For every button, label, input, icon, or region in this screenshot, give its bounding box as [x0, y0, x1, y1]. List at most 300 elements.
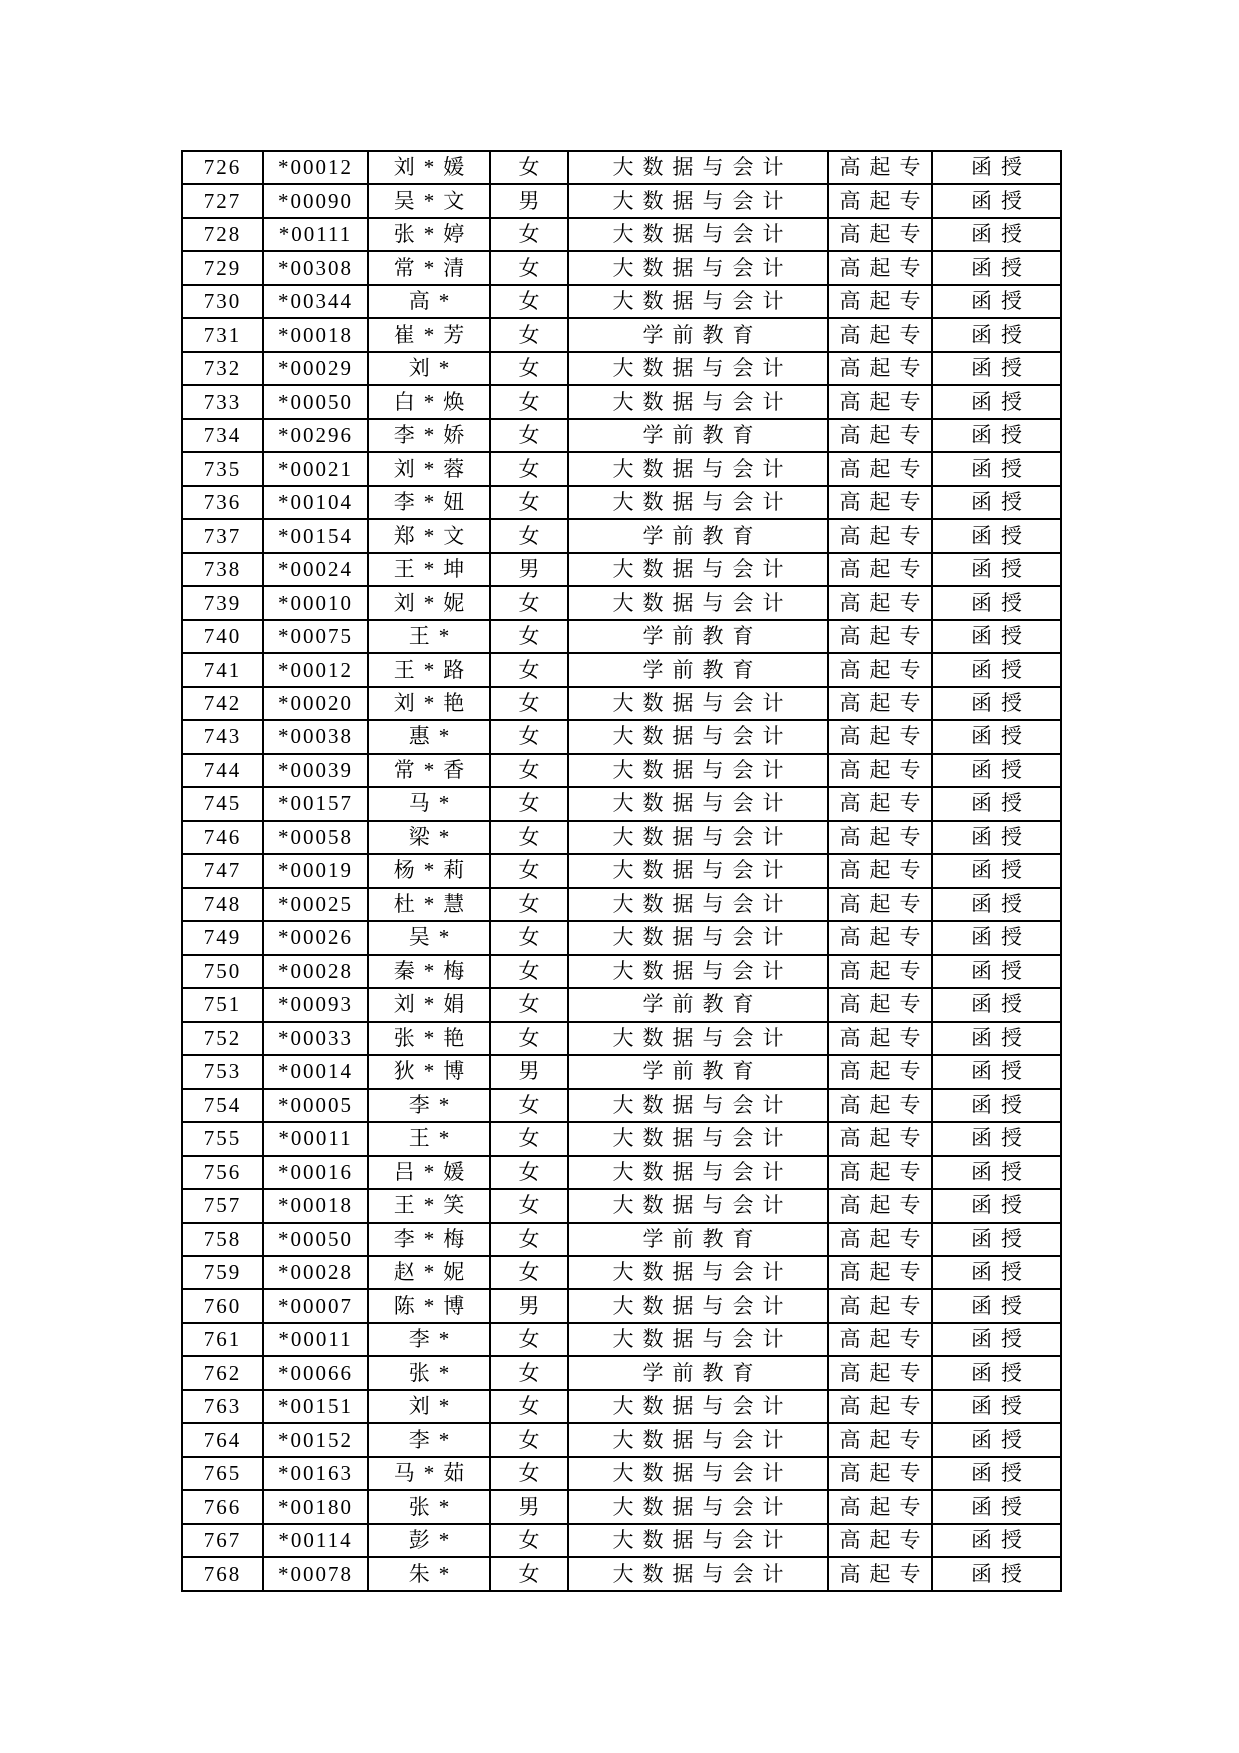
cell-major: 学前教育	[568, 519, 828, 552]
table-row	[182, 318, 1061, 351]
cell-seq: 755	[182, 1122, 263, 1155]
cell-level: 高起专	[828, 385, 932, 418]
cell-major: 大数据与会计	[568, 452, 828, 485]
cell-id: *00308	[263, 251, 368, 284]
cell-form: 函授	[932, 620, 1061, 653]
cell-major: 大数据与会计	[568, 1089, 828, 1122]
cell-name: 秦*梅	[368, 955, 490, 988]
table-row	[182, 519, 1061, 552]
cell-seq: 750	[182, 955, 263, 988]
cell-form: 函授	[932, 486, 1061, 519]
cell-id: *00029	[263, 352, 368, 385]
cell-name: 吕*媛	[368, 1156, 490, 1189]
cell-gender: 女	[490, 988, 568, 1021]
cell-form: 函授	[932, 1289, 1061, 1322]
cell-name: 杜*慧	[368, 888, 490, 921]
cell-level: 高起专	[828, 251, 932, 284]
table-row	[182, 1122, 1061, 1155]
cell-major: 大数据与会计	[568, 821, 828, 854]
table-row	[182, 988, 1061, 1021]
cell-level: 高起专	[828, 1490, 932, 1523]
cell-gender: 女	[490, 318, 568, 351]
cell-gender: 女	[490, 1524, 568, 1557]
cell-id: *00018	[263, 1189, 368, 1222]
table-body	[182, 151, 1061, 1591]
table-row	[182, 1524, 1061, 1557]
table-row	[182, 888, 1061, 921]
cell-seq: 730	[182, 285, 263, 318]
cell-seq: 758	[182, 1223, 263, 1256]
cell-form: 函授	[932, 184, 1061, 217]
cell-seq: 753	[182, 1055, 263, 1088]
cell-gender: 女	[490, 419, 568, 452]
cell-seq: 767	[182, 1524, 263, 1557]
cell-gender: 男	[490, 1289, 568, 1322]
table-row	[182, 1256, 1061, 1289]
cell-name: 惠*	[368, 720, 490, 753]
cell-name: 李*妞	[368, 486, 490, 519]
cell-id: *00024	[263, 553, 368, 586]
table-row	[182, 1356, 1061, 1389]
cell-major: 大数据与会计	[568, 352, 828, 385]
cell-gender: 女	[490, 687, 568, 720]
cell-seq: 742	[182, 687, 263, 720]
cell-major: 大数据与会计	[568, 1323, 828, 1356]
table-row	[182, 1490, 1061, 1523]
cell-major: 大数据与会计	[568, 1189, 828, 1222]
cell-level: 高起专	[828, 151, 932, 184]
cell-gender: 女	[490, 251, 568, 284]
cell-level: 高起专	[828, 1557, 932, 1591]
cell-form: 函授	[932, 1022, 1061, 1055]
cell-form: 函授	[932, 285, 1061, 318]
cell-level: 高起专	[828, 1390, 932, 1423]
cell-gender: 女	[490, 955, 568, 988]
cell-id: *00028	[263, 955, 368, 988]
cell-seq: 761	[182, 1323, 263, 1356]
cell-major: 大数据与会计	[568, 921, 828, 954]
cell-form: 函授	[932, 385, 1061, 418]
cell-seq: 727	[182, 184, 263, 217]
table-row	[182, 1423, 1061, 1456]
cell-seq: 726	[182, 151, 263, 184]
cell-seq: 734	[182, 419, 263, 452]
cell-major: 大数据与会计	[568, 251, 828, 284]
cell-name: 李*梅	[368, 1223, 490, 1256]
table-row	[182, 285, 1061, 318]
cell-level: 高起专	[828, 620, 932, 653]
cell-id: *00296	[263, 419, 368, 452]
cell-id: *00033	[263, 1022, 368, 1055]
cell-gender: 女	[490, 486, 568, 519]
cell-name: 郑*文	[368, 519, 490, 552]
cell-seq: 737	[182, 519, 263, 552]
cell-major: 大数据与会计	[568, 586, 828, 619]
table-row	[182, 486, 1061, 519]
cell-name: 刘*蓉	[368, 452, 490, 485]
cell-form: 函授	[932, 720, 1061, 753]
cell-gender: 女	[490, 519, 568, 552]
cell-level: 高起专	[828, 1423, 932, 1456]
cell-major: 大数据与会计	[568, 754, 828, 787]
cell-name: 吴*文	[368, 184, 490, 217]
cell-seq: 735	[182, 452, 263, 485]
cell-seq: 756	[182, 1156, 263, 1189]
cell-id: *00010	[263, 586, 368, 619]
cell-seq: 732	[182, 352, 263, 385]
cell-name: 吴*	[368, 921, 490, 954]
cell-gender: 女	[490, 218, 568, 251]
table-row	[182, 1156, 1061, 1189]
cell-level: 高起专	[828, 1189, 932, 1222]
cell-seq: 739	[182, 586, 263, 619]
cell-form: 函授	[932, 419, 1061, 452]
cell-id: *00090	[263, 184, 368, 217]
cell-id: *00180	[263, 1490, 368, 1523]
cell-major: 大数据与会计	[568, 687, 828, 720]
cell-gender: 女	[490, 921, 568, 954]
cell-name: 彭*	[368, 1524, 490, 1557]
cell-form: 函授	[932, 1089, 1061, 1122]
cell-gender: 女	[490, 653, 568, 686]
cell-seq: 757	[182, 1189, 263, 1222]
cell-form: 函授	[932, 1323, 1061, 1356]
cell-seq: 729	[182, 251, 263, 284]
cell-level: 高起专	[828, 218, 932, 251]
cell-gender: 女	[490, 1022, 568, 1055]
table-row	[182, 352, 1061, 385]
table-row	[182, 251, 1061, 284]
cell-level: 高起专	[828, 687, 932, 720]
cell-name: 李*	[368, 1089, 490, 1122]
cell-level: 高起专	[828, 1223, 932, 1256]
cell-seq: 749	[182, 921, 263, 954]
cell-id: *00075	[263, 620, 368, 653]
cell-form: 函授	[932, 1223, 1061, 1256]
student-roster-table	[181, 150, 1062, 1592]
cell-form: 函授	[932, 1189, 1061, 1222]
cell-level: 高起专	[828, 754, 932, 787]
table-row	[182, 419, 1061, 452]
cell-major: 大数据与会计	[568, 1256, 828, 1289]
cell-seq: 765	[182, 1457, 263, 1490]
cell-major: 大数据与会计	[568, 787, 828, 820]
cell-name: 王*路	[368, 653, 490, 686]
table-row	[182, 620, 1061, 653]
cell-seq: 745	[182, 787, 263, 820]
cell-gender: 女	[490, 1122, 568, 1155]
cell-form: 函授	[932, 1490, 1061, 1523]
cell-form: 函授	[932, 988, 1061, 1021]
cell-seq: 746	[182, 821, 263, 854]
cell-level: 高起专	[828, 1022, 932, 1055]
cell-gender: 女	[490, 620, 568, 653]
cell-name: 李*	[368, 1323, 490, 1356]
cell-id: *00012	[263, 653, 368, 686]
cell-level: 高起专	[828, 184, 932, 217]
cell-form: 函授	[932, 754, 1061, 787]
cell-major: 学前教育	[568, 653, 828, 686]
cell-id: *00344	[263, 285, 368, 318]
cell-name: 白*焕	[368, 385, 490, 418]
cell-id: *00058	[263, 821, 368, 854]
cell-id: *00016	[263, 1156, 368, 1189]
cell-name: 马*茹	[368, 1457, 490, 1490]
cell-form: 函授	[932, 1423, 1061, 1456]
cell-gender: 女	[490, 1390, 568, 1423]
cell-id: *00152	[263, 1423, 368, 1456]
cell-level: 高起专	[828, 519, 932, 552]
cell-level: 高起专	[828, 653, 932, 686]
cell-level: 高起专	[828, 1156, 932, 1189]
cell-name: 陈*博	[368, 1289, 490, 1322]
table-row	[182, 1390, 1061, 1423]
cell-seq: 766	[182, 1490, 263, 1523]
cell-major: 大数据与会计	[568, 1557, 828, 1591]
cell-gender: 女	[490, 1457, 568, 1490]
cell-level: 高起专	[828, 1356, 932, 1389]
cell-id: *00012	[263, 151, 368, 184]
cell-form: 函授	[932, 1122, 1061, 1155]
cell-id: *00005	[263, 1089, 368, 1122]
cell-name: 常*香	[368, 754, 490, 787]
cell-id: *00066	[263, 1356, 368, 1389]
cell-seq: 754	[182, 1089, 263, 1122]
cell-seq: 760	[182, 1289, 263, 1322]
table-row	[182, 385, 1061, 418]
cell-id: *00111	[263, 218, 368, 251]
cell-level: 高起专	[828, 352, 932, 385]
cell-form: 函授	[932, 821, 1061, 854]
cell-major: 学前教育	[568, 988, 828, 1021]
cell-level: 高起专	[828, 553, 932, 586]
cell-form: 函授	[932, 318, 1061, 351]
cell-gender: 女	[490, 285, 568, 318]
cell-seq: 768	[182, 1557, 263, 1591]
cell-name: 张*婷	[368, 218, 490, 251]
cell-seq: 738	[182, 553, 263, 586]
cell-level: 高起专	[828, 1323, 932, 1356]
cell-form: 函授	[932, 352, 1061, 385]
cell-name: 刘*妮	[368, 586, 490, 619]
cell-form: 函授	[932, 787, 1061, 820]
cell-id: *00019	[263, 854, 368, 887]
cell-name: 常*清	[368, 251, 490, 284]
cell-id: *00020	[263, 687, 368, 720]
cell-name: 刘*媛	[368, 151, 490, 184]
cell-level: 高起专	[828, 854, 932, 887]
table-row	[182, 586, 1061, 619]
cell-major: 学前教育	[568, 419, 828, 452]
cell-seq: 728	[182, 218, 263, 251]
cell-seq: 741	[182, 653, 263, 686]
cell-form: 函授	[932, 1390, 1061, 1423]
table-row	[182, 184, 1061, 217]
table-row	[182, 1055, 1061, 1088]
cell-level: 高起专	[828, 419, 932, 452]
table-row	[182, 452, 1061, 485]
cell-level: 高起专	[828, 888, 932, 921]
table-row	[182, 151, 1061, 184]
cell-id: *00025	[263, 888, 368, 921]
cell-level: 高起专	[828, 921, 932, 954]
cell-level: 高起专	[828, 787, 932, 820]
cell-name: 王*坤	[368, 553, 490, 586]
cell-seq: 744	[182, 754, 263, 787]
cell-gender: 女	[490, 720, 568, 753]
cell-gender: 女	[490, 1256, 568, 1289]
cell-major: 大数据与会计	[568, 553, 828, 586]
cell-gender: 女	[490, 854, 568, 887]
cell-form: 函授	[932, 1256, 1061, 1289]
cell-major: 大数据与会计	[568, 184, 828, 217]
cell-id: *00050	[263, 385, 368, 418]
cell-form: 函授	[932, 553, 1061, 586]
cell-seq: 759	[182, 1256, 263, 1289]
cell-form: 函授	[932, 653, 1061, 686]
cell-id: *00151	[263, 1390, 368, 1423]
cell-name: 张*	[368, 1490, 490, 1523]
cell-name: 张*	[368, 1356, 490, 1389]
cell-name: 刘*	[368, 1390, 490, 1423]
cell-id: *00050	[263, 1223, 368, 1256]
cell-level: 高起专	[828, 586, 932, 619]
cell-form: 函授	[932, 1055, 1061, 1088]
cell-name: 张*艳	[368, 1022, 490, 1055]
table-row	[182, 787, 1061, 820]
cell-id: *00163	[263, 1457, 368, 1490]
cell-level: 高起专	[828, 285, 932, 318]
cell-id: *00011	[263, 1323, 368, 1356]
table-row	[182, 653, 1061, 686]
cell-major: 大数据与会计	[568, 1289, 828, 1322]
cell-gender: 女	[490, 452, 568, 485]
table-row	[182, 720, 1061, 753]
cell-name: 马*	[368, 787, 490, 820]
cell-id: *00028	[263, 1256, 368, 1289]
cell-seq: 762	[182, 1356, 263, 1389]
cell-level: 高起专	[828, 1256, 932, 1289]
cell-name: 杨*莉	[368, 854, 490, 887]
cell-seq: 752	[182, 1022, 263, 1055]
cell-name: 朱*	[368, 1557, 490, 1591]
cell-major: 大数据与会计	[568, 1156, 828, 1189]
cell-major: 学前教育	[568, 1055, 828, 1088]
cell-gender: 女	[490, 385, 568, 418]
cell-name: 梁*	[368, 821, 490, 854]
cell-major: 大数据与会计	[568, 854, 828, 887]
cell-id: *00154	[263, 519, 368, 552]
cell-form: 函授	[932, 888, 1061, 921]
cell-form: 函授	[932, 1156, 1061, 1189]
table-row	[182, 854, 1061, 887]
cell-gender: 女	[490, 1557, 568, 1591]
cell-id: *00026	[263, 921, 368, 954]
cell-seq: 736	[182, 486, 263, 519]
cell-name: 王*	[368, 620, 490, 653]
table-row	[182, 1323, 1061, 1356]
cell-major: 大数据与会计	[568, 1022, 828, 1055]
cell-gender: 女	[490, 1189, 568, 1222]
cell-seq: 743	[182, 720, 263, 753]
cell-major: 大数据与会计	[568, 218, 828, 251]
cell-form: 函授	[932, 854, 1061, 887]
cell-gender: 女	[490, 888, 568, 921]
table-row	[182, 1457, 1061, 1490]
cell-major: 大数据与会计	[568, 151, 828, 184]
cell-seq: 748	[182, 888, 263, 921]
cell-gender: 女	[490, 1423, 568, 1456]
cell-level: 高起专	[828, 988, 932, 1021]
cell-form: 函授	[932, 151, 1061, 184]
cell-id: *00011	[263, 1122, 368, 1155]
cell-gender: 女	[490, 787, 568, 820]
cell-major: 大数据与会计	[568, 1122, 828, 1155]
cell-seq: 733	[182, 385, 263, 418]
cell-seq: 763	[182, 1390, 263, 1423]
cell-id: *00157	[263, 787, 368, 820]
cell-major: 大数据与会计	[568, 1524, 828, 1557]
cell-form: 函授	[932, 218, 1061, 251]
cell-level: 高起专	[828, 1089, 932, 1122]
table-row	[182, 921, 1061, 954]
cell-name: 赵*妮	[368, 1256, 490, 1289]
cell-form: 函授	[932, 1557, 1061, 1591]
cell-major: 大数据与会计	[568, 285, 828, 318]
cell-id: *00104	[263, 486, 368, 519]
cell-form: 函授	[932, 921, 1061, 954]
cell-id: *00114	[263, 1524, 368, 1557]
cell-form: 函授	[932, 586, 1061, 619]
cell-name: 刘*	[368, 352, 490, 385]
table-row	[182, 754, 1061, 787]
cell-major: 学前教育	[568, 1223, 828, 1256]
cell-seq: 747	[182, 854, 263, 887]
cell-seq: 731	[182, 318, 263, 351]
table-row	[182, 1089, 1061, 1122]
cell-name: 王*笑	[368, 1189, 490, 1222]
cell-major: 大数据与会计	[568, 1457, 828, 1490]
cell-level: 高起专	[828, 1457, 932, 1490]
cell-seq: 751	[182, 988, 263, 1021]
table-row	[182, 1223, 1061, 1256]
table-row	[182, 218, 1061, 251]
cell-gender: 女	[490, 352, 568, 385]
cell-name: 李*	[368, 1423, 490, 1456]
cell-form: 函授	[932, 251, 1061, 284]
cell-level: 高起专	[828, 318, 932, 351]
cell-gender: 女	[490, 821, 568, 854]
cell-seq: 764	[182, 1423, 263, 1456]
cell-form: 函授	[932, 452, 1061, 485]
cell-level: 高起专	[828, 720, 932, 753]
cell-id: *00014	[263, 1055, 368, 1088]
cell-gender: 女	[490, 1156, 568, 1189]
cell-level: 高起专	[828, 1524, 932, 1557]
cell-name: 崔*芳	[368, 318, 490, 351]
cell-gender: 女	[490, 1089, 568, 1122]
cell-form: 函授	[932, 1524, 1061, 1557]
cell-gender: 女	[490, 151, 568, 184]
cell-form: 函授	[932, 519, 1061, 552]
cell-id: *00038	[263, 720, 368, 753]
table-row	[182, 1289, 1061, 1322]
cell-level: 高起专	[828, 1289, 932, 1322]
cell-form: 函授	[932, 955, 1061, 988]
cell-name: 高*	[368, 285, 490, 318]
cell-name: 王*	[368, 1122, 490, 1155]
cell-major: 学前教育	[568, 620, 828, 653]
